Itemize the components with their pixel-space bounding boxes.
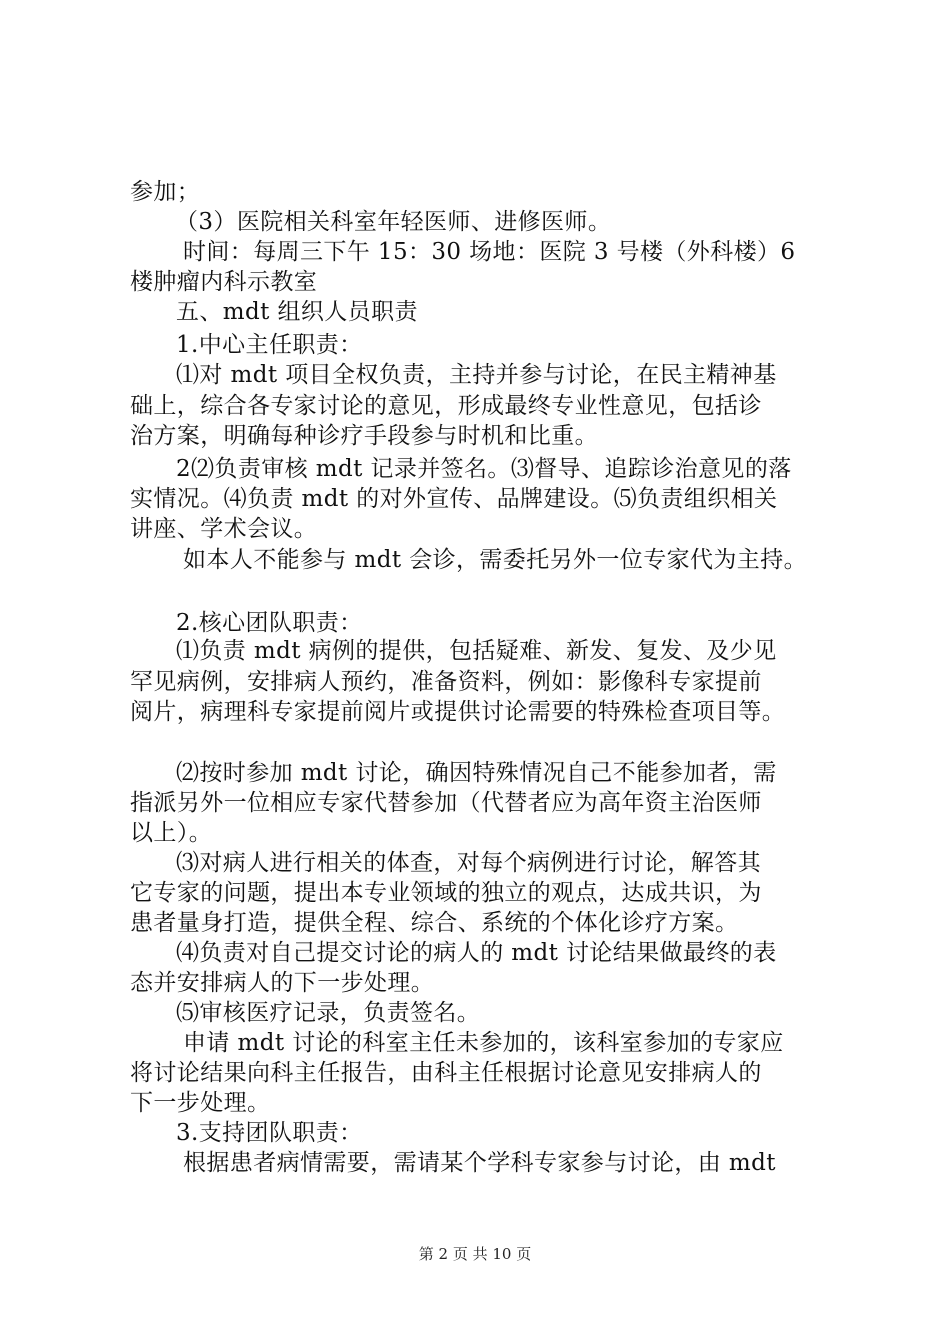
section-heading-5: 五、mdt 组织人员职责 bbox=[176, 299, 418, 325]
text-line-9: 治方案，明确每种诊疗手段参与时机和比重。 bbox=[130, 423, 598, 449]
text-line-4: 楼肿瘤内科示教室 bbox=[130, 269, 318, 295]
text-line-25: 态并安排病人的下一步处理。 bbox=[130, 970, 435, 996]
text-line-10: 2⑵负责审核 mdt 记录并签名。⑶督导、追踪诊治意见的落 bbox=[176, 456, 792, 482]
text-line-28: 将讨论结果向科主任报告，由科主任根据讨论意见安排病人的 bbox=[130, 1060, 762, 1086]
text-line-7: ⑴对 mdt 项目全权负责，主持并参与讨论，在民主精神基 bbox=[176, 362, 777, 388]
text-line-23: 患者量身打造，提供全程、综合、系统的个体化诊疗方案。 bbox=[130, 910, 739, 936]
text-line-31: 根据患者病情需要，需请某个学科专家参与讨论，由 mdt bbox=[183, 1150, 776, 1176]
text-line-22: 它专家的问题，提出本专业领域的独立的观点，达成共识，为 bbox=[130, 880, 762, 906]
text-line-17: 阅片，病理科专家提前阅片或提供讨论需要的特殊检查项目等。 bbox=[130, 699, 786, 725]
text-line-1: 参加； bbox=[130, 179, 201, 205]
text-line-26: ⑸审核医疗记录，负责签名。 bbox=[176, 1000, 481, 1026]
text-line-24: ⑷负责对自己提交讨论的病人的 mdt 讨论结果做最终的表 bbox=[176, 940, 777, 966]
text-line-19: 指派另外一位相应专家代替参加（代替者应为高年资主治医师 bbox=[130, 790, 762, 816]
text-line-29: 下一步处理。 bbox=[130, 1090, 271, 1116]
subsection-heading-1: 1.中心主任职责： bbox=[176, 332, 363, 358]
text-line-8: 础上，综合各专家讨论的意见，形成最终专业性意见，包括诊 bbox=[130, 393, 762, 419]
text-line-20: 以上）。 bbox=[130, 820, 213, 846]
text-line-27: 申请 mdt 讨论的科室主任未参加的，该科室参加的专家应 bbox=[183, 1030, 784, 1056]
subsection-heading-2: 2.核心团队职责： bbox=[176, 610, 363, 636]
subsection-heading-3: 3.支持团队职责： bbox=[176, 1120, 363, 1146]
text-line-12: 讲座、学术会议。 bbox=[130, 516, 318, 542]
text-line-21: ⑶对病人进行相关的体查，对每个病例进行讨论，解答其 bbox=[176, 850, 761, 876]
text-line-16: 罕见病例，安排病人预约，准备资料，例如：影像科专家提前 bbox=[130, 669, 762, 695]
text-line-13: 如本人不能参与 mdt 会诊，需委托另外一位专家代为主持。 bbox=[183, 547, 807, 573]
text-line-3: 时间：每周三下午 15：30 场地：医院 3 号楼（外科楼）6 bbox=[183, 239, 796, 265]
text-line-2: （3）医院相关科室年轻医师、进修医师。 bbox=[175, 209, 612, 235]
page-number-footer: 第 2 页 共 10 页 bbox=[418, 1245, 532, 1263]
text-line-18: ⑵按时参加 mdt 讨论，确因特殊情况自己不能参加者，需 bbox=[176, 760, 777, 786]
text-line-15: ⑴负责 mdt 病例的提供，包括疑难、新发、复发、及少见 bbox=[176, 638, 777, 664]
text-line-11: 实情况。⑷负责 mdt 的对外宣传、品牌建设。⑸负责组织相关 bbox=[130, 486, 778, 512]
